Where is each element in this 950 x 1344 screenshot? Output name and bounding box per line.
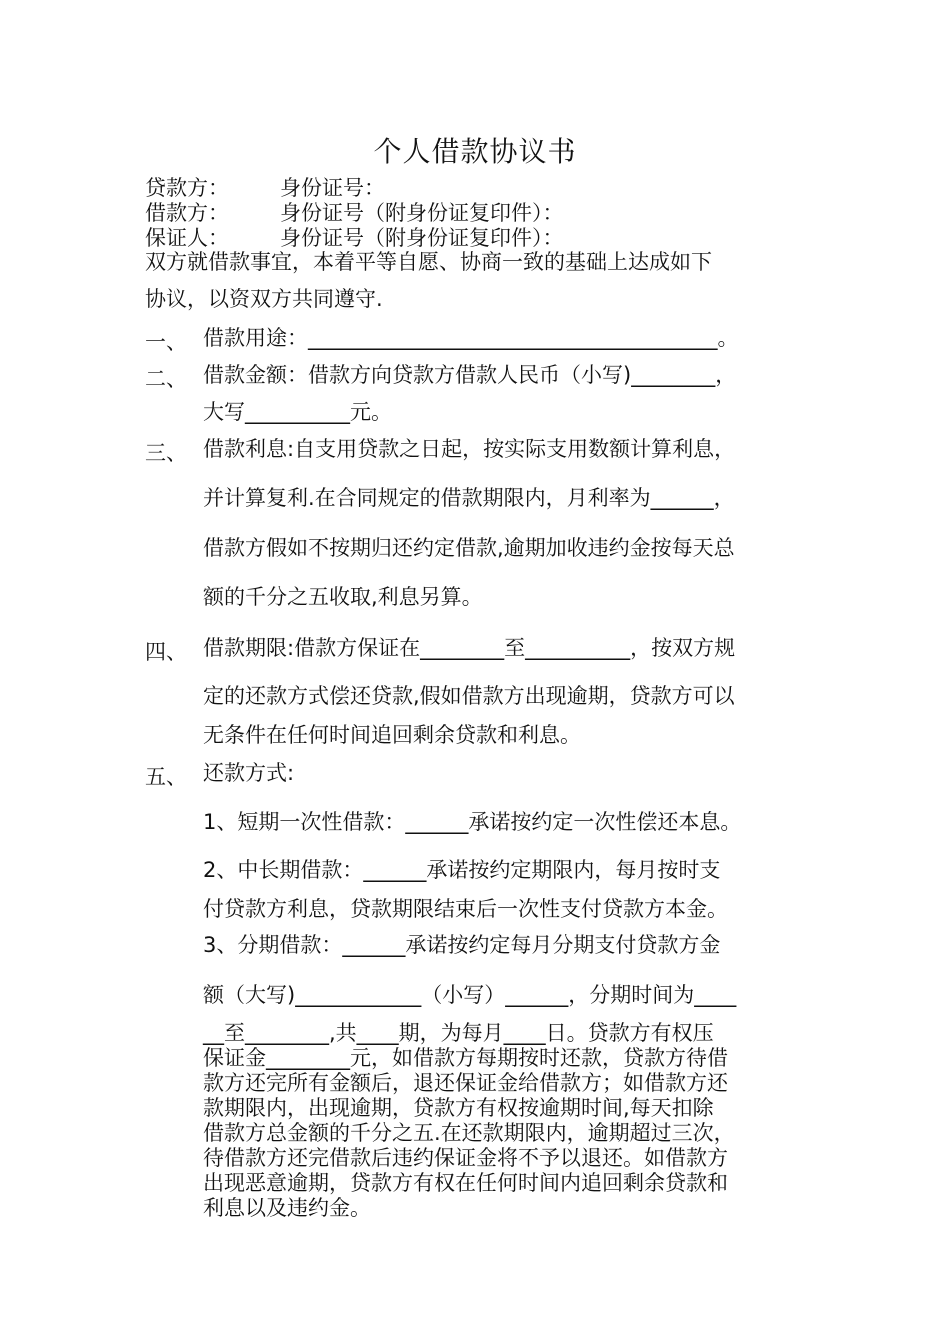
- section-number: 二、: [145, 367, 187, 391]
- document-title: 个人借款协议书: [373, 135, 577, 168]
- section-line: 额的千分之五收取,利息另算。: [203, 585, 483, 609]
- repayment-item: 1、短期一次性借款：______承诺按约定一次性偿还本息。: [203, 810, 742, 834]
- repayment-item: 额（大写)____________（小写）______，分期时间为____: [203, 983, 737, 1007]
- section-line: 借款利息:自支用贷款之日起，按实际支用数额计算利息，: [203, 437, 736, 461]
- tail-line: 借款方总金额的千分之五.在还款期限内，逾期超过三次，: [203, 1121, 735, 1145]
- party-guarantor-label: 保证人：: [145, 226, 229, 250]
- tail-line: 利息以及违约金。: [203, 1196, 371, 1220]
- party-lender-label: 贷款方：: [145, 176, 229, 200]
- tail-line: 待借款方还完借款后违约保证金将不予以退还。如借款方: [203, 1146, 728, 1170]
- party-guarantor-id: 身份证号（附身份证复印件）：: [280, 226, 564, 250]
- section-line: 并计算复利.在合同规定的借款期限内，月利率为______，: [203, 486, 735, 510]
- section-line: 大写__________元。: [203, 400, 392, 424]
- section-line: 还款方式:: [203, 761, 295, 785]
- section-line: 借款方假如不按期归还约定借款,逾期加收违约金按每天总: [203, 536, 735, 560]
- intro-line: 双方就借款事宜，本着平等自愿、协商一致的基础上达成如下: [145, 250, 712, 274]
- tail-line: 出现恶意逾期，贷款方有权在任何时间内追回剩余贷款和: [203, 1171, 728, 1195]
- section-number: 四、: [145, 640, 187, 664]
- party-borrower-id: 身份证号（附身份证复印件）：: [280, 201, 564, 225]
- section-line: 定的还款方式偿还贷款,假如借款方出现逾期，贷款方可以: [203, 684, 735, 708]
- section-line: 借款金额：借款方向贷款方借款人民币（小写)________，: [203, 363, 737, 387]
- section-line: 借款用途：_______________________________________。: [203, 326, 739, 350]
- section-number: 五、: [145, 765, 187, 789]
- intro-line: 协议，以资双方共同遵守.: [145, 287, 383, 311]
- section-number: 一、: [145, 330, 187, 354]
- section-number: 三、: [145, 441, 187, 465]
- section-line: 借款期限:借款方保证在________至__________，按双方规: [203, 636, 736, 660]
- tail-line: 保证金________元，如借款方每期按时还款，贷款方待借: [203, 1046, 728, 1070]
- repayment-item: 2、中长期借款：______承诺按约定期限内，每月按时支: [203, 858, 721, 882]
- party-borrower-label: 借款方：: [145, 201, 229, 225]
- party-lender-id: 身份证号：: [280, 176, 385, 200]
- repayment-item: 3、分期借款：______承诺按约定每月分期支付贷款方金: [203, 933, 721, 957]
- repayment-item: 付贷款方利息，贷款期限结束后一次性支付贷款方本金。: [203, 897, 728, 921]
- tail-line: __至________,共____期，为每月____日。贷款方有权压: [203, 1021, 714, 1045]
- section-line: 无条件在任何时间追回剩余贷款和利息。: [203, 723, 581, 747]
- tail-line: 款期限内，出现逾期，贷款方有权按逾期时间,每天扣除: [203, 1096, 714, 1120]
- tail-line: 款方还完所有金额后，退还保证金给借款方；如借款方还: [203, 1071, 728, 1095]
